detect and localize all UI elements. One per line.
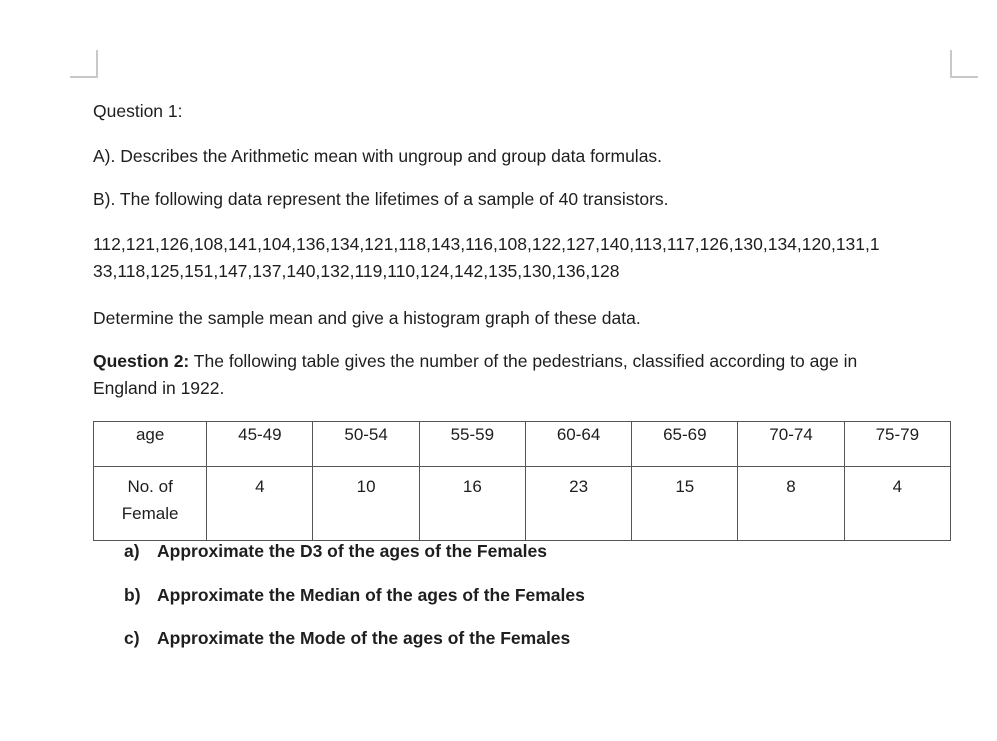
table-cell-age: 60-64 (525, 422, 631, 467)
table-cell-count: 4 (844, 467, 950, 541)
margin-corner-mark-right (950, 50, 978, 78)
transistor-data-line-2: 33,118,125,151,147,137,140,132,119,110,124,142,135,130,136,128 (93, 261, 620, 281)
table-cell-count: 8 (738, 467, 844, 541)
subquestion-text: Approximate the D3 of the ages of the Females (157, 541, 547, 561)
question-1-part-b: B). The following data represent the lifetimes of a sample of 40 transistors. (93, 189, 669, 209)
table-cell-count: 15 (632, 467, 738, 541)
table-cell-age-label: age (94, 422, 207, 467)
question-2-text-line-2: England in 1922. (93, 378, 225, 398)
count-label-line-2: Female (121, 504, 179, 523)
table-cell-age: 70-74 (738, 422, 844, 467)
table-cell-age: 55-59 (419, 422, 525, 467)
count-label-line-1: No. of (127, 477, 173, 496)
table-cell-count: 16 (419, 467, 525, 541)
subquestion-text: Approximate the Median of the ages of the Females (157, 585, 585, 605)
table-row-age (94, 422, 951, 467)
table-row-female-count (94, 467, 951, 541)
table-cell-count-label (94, 467, 207, 541)
question-1-part-a: A). Describes the Arithmetic mean with ungroup and group data formulas. (93, 146, 663, 166)
list-marker: b) (124, 585, 141, 605)
margin-corner-mark-left (70, 50, 98, 78)
transistor-data-line-1: 112,121,126,108,141,104,136,134,121,118,143,116,108,122,127,140,113,117,126,130,134,120,131,1 (93, 234, 880, 254)
question-2-text-line-1: The following table gives the number of the pedestrians, classified according to age in (189, 351, 858, 371)
table-cell-count: 4 (207, 467, 313, 541)
question-1-heading: Question 1: (93, 101, 183, 121)
table-cell-age: 75-79 (844, 422, 950, 467)
question-1-task: Determine the sample mean and give a histogram graph of these data. (93, 308, 641, 328)
question-2-heading: Question 2: (93, 351, 190, 371)
subquestion-text: Approximate the Mode of the ages of the Females (157, 628, 571, 648)
list-marker: a) (124, 541, 140, 561)
table-cell-age: 45-49 (207, 422, 313, 467)
subquestion-c (124, 625, 570, 652)
age-frequency-table (93, 421, 951, 541)
question-2-intro (93, 348, 857, 375)
table-cell-count: 10 (313, 467, 419, 541)
list-marker: c) (124, 628, 140, 648)
table-cell-age: 65-69 (632, 422, 738, 467)
subquestion-a (124, 538, 547, 565)
subquestion-b (124, 582, 585, 609)
table-cell-count: 23 (525, 467, 631, 541)
table-cell-age: 50-54 (313, 422, 419, 467)
